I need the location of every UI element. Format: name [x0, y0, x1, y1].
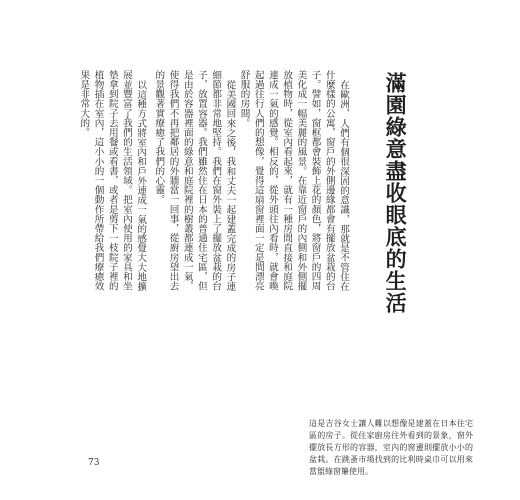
- body-paragraph: 從美國回來之後，我和丈夫一起建蓋完成的房子連細節都非常地堅持。我們在窗外裝上了擺放盆栽的台子，放置容器。我們雖然住在日本的普通住宅區，但是由於容器裡面的綠意和庭院裡的樹叢都連成一氣，使得我們不再把鄰居的外牆當一回事，從廚房望出去的景觀著實療癒了我們的心靈。: [153, 70, 236, 291]
- photo-caption: 這是吉谷女士讓人難以想像是建蓋在日本住宅區的房子。從住家廚房往外看到的景象，窗外擺放長方形的容器，室內的窗邊則擺放小小的盆栽。在跳蚤市場找到的比利時桌巾可以用來當盥綠窗簾使用。: [309, 419, 473, 476]
- body-paragraph: 以這種方式將室內和戶外連成一氣的感覺大大地擴展並豐富了我們的生活領域。把室內使用的家具和坐墊拿到院子去用餐或看書，或者是剪下一枝院子裡的植物插在室內，這小小的一個動作所帶給我們療癒效果是非常大的。: [78, 70, 147, 291]
- body-paragraph: 在歐洲，人們有個很深固的意識，那就是不管住在什麼樣的公寓，窗戶的外側邊緣都會有擺放盆栽的台子。譬如，窗框都會裝飾上花的顏色，將窗戶的四周美化成一幅美麗的風景。在靠近窗戶的內側和外側擺放植物時，從室內看起來，就有一種房間直接和庭院連成一氣的感覺。相反的，從外頭往內看時，就會喚起過往行人們的想像，覺得這扇窗裡面一定是間漂亮舒服的房間。: [238, 70, 349, 291]
- page-number: 73: [88, 458, 100, 468]
- chapter-title: 滿園綠意盡收眼底的生活: [383, 72, 409, 314]
- vertical-body-text: [72, 70, 350, 300]
